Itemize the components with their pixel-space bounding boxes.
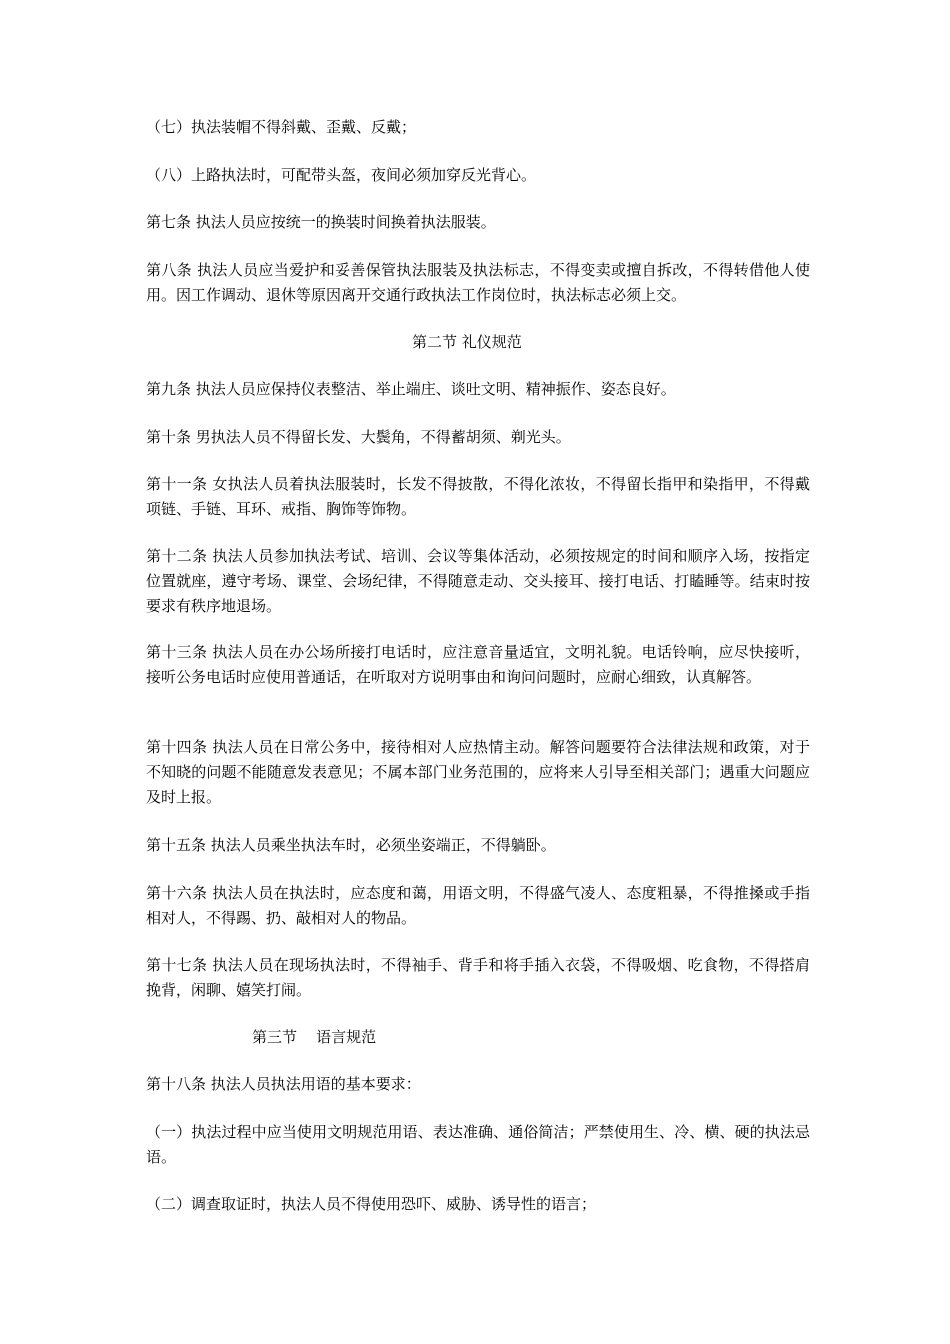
article-12: 第十二条 执法人员参加执法考试、培训、会议等集体活动，必须按规定的时间和顺序入场，按指定位置就座，遵守考场、课堂、会场纪律，不得随意走动、交头接耳、接打电话、打瞌睡等。结束时按要求有秩序地退场。 xyxy=(146,547,810,615)
article-10: 第十条 男执法人员不得留长发、大鬓角，不得蓄胡须、剃光头。 xyxy=(146,428,571,446)
article-11: 第十一条 女执法人员着执法服装时，长发不得披散，不得化浓妆，不得留长指甲和染指甲，不得戴项链、手链、耳环、戒指、胸饰等饰物。 xyxy=(146,475,810,518)
section-heading-2: 第二节 礼仪规范 xyxy=(412,333,522,351)
article-13: 第十三条 执法人员在办公场所接打电话时，应注意音量适宜，文明礼貌。电话铃响，应尽快接听，接听公务电话时应使用普通话，在听取对方说明事由和询问问题时，应耐心细致，认真解答。 xyxy=(146,643,810,686)
list-item-2: （二）调查取证时，执法人员不得使用恐吓、威胁、诱导性的语言； xyxy=(146,1195,597,1213)
article-8: 第八条 执法人员应当爱护和妥善保管执法服装及执法标志，不得变卖或擅自拆改，不得转借他人使用。因工作调动、退休等原因离开交通行政执法工作岗位时，执法标志必须上交。 xyxy=(146,261,810,304)
article-15: 第十五条 执法人员乘坐执法车时，必须坐姿端正，不得躺卧。 xyxy=(146,836,556,854)
paragraph-item-7: （七）执法装帽不得斜戴、歪戴、反戴； xyxy=(146,118,417,136)
list-item-1: （一）执法过程中应当使用文明规范用语、表达准确、通俗简洁；严禁使用生、冷、横、硬的执法忌语。 xyxy=(146,1123,810,1166)
article-16: 第十六条 执法人员在执法时，应态度和蔼，用语文明，不得盛气凌人、态度粗暴，不得推搡或手指相对人，不得踢、扔、敲相对人的物品。 xyxy=(146,884,810,927)
article-7: 第七条 执法人员应按统一的换装时间换着执法服装。 xyxy=(146,213,496,231)
article-14: 第十四条 执法人员在日常公务中，接待相对人应热情主动。解答问题要符合法律法规和政策，对于不知晓的问题不能随意发表意见；不属本部门业务范围的，应将来人引导至相关部门；遇重大问题应及时上报。 xyxy=(146,738,810,806)
paragraph-item-8: （八）上路执法时，可配带头盔，夜间必须加穿反光背心。 xyxy=(146,166,537,184)
article-18: 第十八条 执法人员执法用语的基本要求： xyxy=(146,1075,421,1093)
section-heading-3: 第三节 语言规范 xyxy=(252,1028,377,1046)
article-9: 第九条 执法人员应保持仪表整洁、举止端庄、谈吐文明、精神振作、姿态良好。 xyxy=(146,380,676,398)
article-17: 第十七条 执法人员在现场执法时，不得袖手、背手和将手插入衣袋，不得吸烟、吃食物，不得搭肩挽背，闲聊、嬉笑打闹。 xyxy=(146,956,810,999)
